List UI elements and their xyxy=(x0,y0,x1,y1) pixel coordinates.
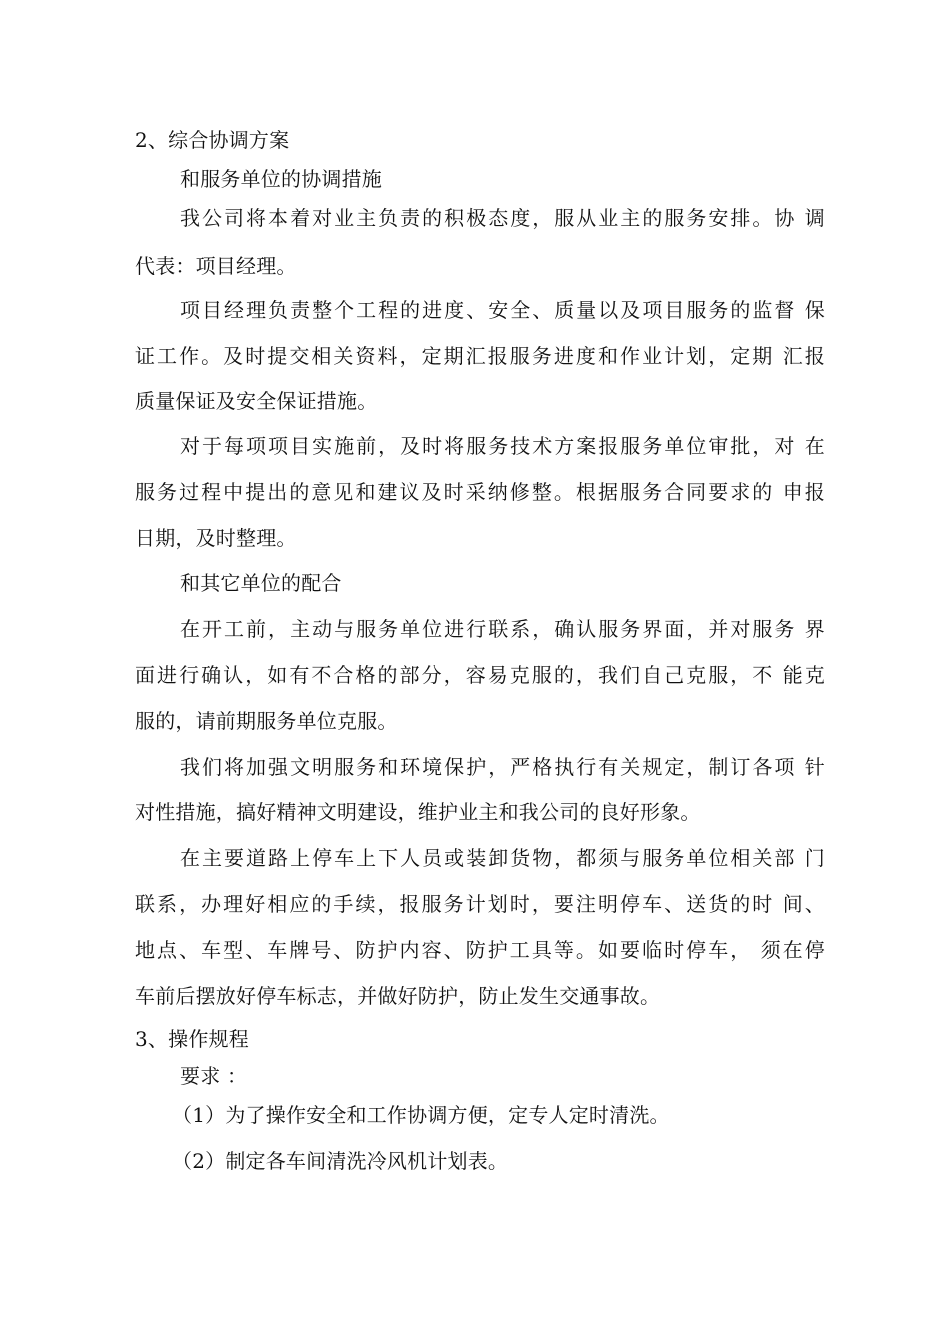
section-heading: 2、综合协调方案 xyxy=(135,128,290,152)
subheading: 和其它单位的配合 xyxy=(180,571,342,595)
subheading: 和服务单位的协调措施 xyxy=(180,167,382,191)
paragraph-line: 对性措施，搞好精神文明建设，维护业主和我公司的良好形象。 xyxy=(135,800,701,824)
paragraph-line: 证工作。及时提交相关资料，定期汇报服务进度和作业计划，定期 汇报 xyxy=(135,344,825,368)
paragraph-line: 日期，及时整理。 xyxy=(135,526,297,550)
paragraph-line: 对于每项项目实施前，及时将服务技术方案报服务单位审批，对 在 xyxy=(180,434,825,458)
list-item: （1）为了操作安全和工作协调方便，定专人定时清洗。 xyxy=(172,1103,670,1127)
paragraph-line: 代表：项目经理。 xyxy=(135,254,297,278)
paragraph-line: 服务过程中提出的意见和建议及时采纳修整。根据服务合同要求的 申报 xyxy=(135,480,825,504)
paragraph-line: 在开工前，主动与服务单位进行联系，确认服务界面，并对服务 界 xyxy=(180,617,825,641)
list-item: （2）制定各车间清洗冷风机计划表。 xyxy=(172,1149,509,1173)
paragraph-line: 我们将加强文明服务和环境保护，严格执行有关规定，制订各项 针 xyxy=(180,755,825,779)
paragraph-line: 车前后摆放好停车标志，并做好防护，防止发生交通事故。 xyxy=(135,984,661,1008)
paragraph-line: 我公司将本着对业主负责的积极态度，服从业主的服务安排。协 调 xyxy=(180,206,825,230)
section-heading: 3、操作规程 xyxy=(135,1027,249,1051)
paragraph-line: 联系，办理好相应的手续，报服务计划时，要注明停车、送货的时 间、 xyxy=(135,892,825,916)
paragraph-line: 项目经理负责整个工程的进度、安全、质量以及项目服务的监督 保 xyxy=(180,298,825,322)
paragraph-line: 服的，请前期服务单位克服。 xyxy=(135,709,398,733)
paragraph-line: 地点、车型、车牌号、防护内容、防护工具等。如要临时停车， 须在停 xyxy=(135,938,825,962)
requirement-label: 要求 ： xyxy=(180,1064,248,1088)
paragraph-line: 质量保证及安全保证措施。 xyxy=(135,389,378,413)
paragraph-line: 在主要道路上停车上下人员或装卸货物，都须与服务单位相关部 门 xyxy=(180,846,825,870)
paragraph-line: 面进行确认，如有不合格的部分，容易克服的，我们自己克服，不 能克 xyxy=(135,663,825,687)
